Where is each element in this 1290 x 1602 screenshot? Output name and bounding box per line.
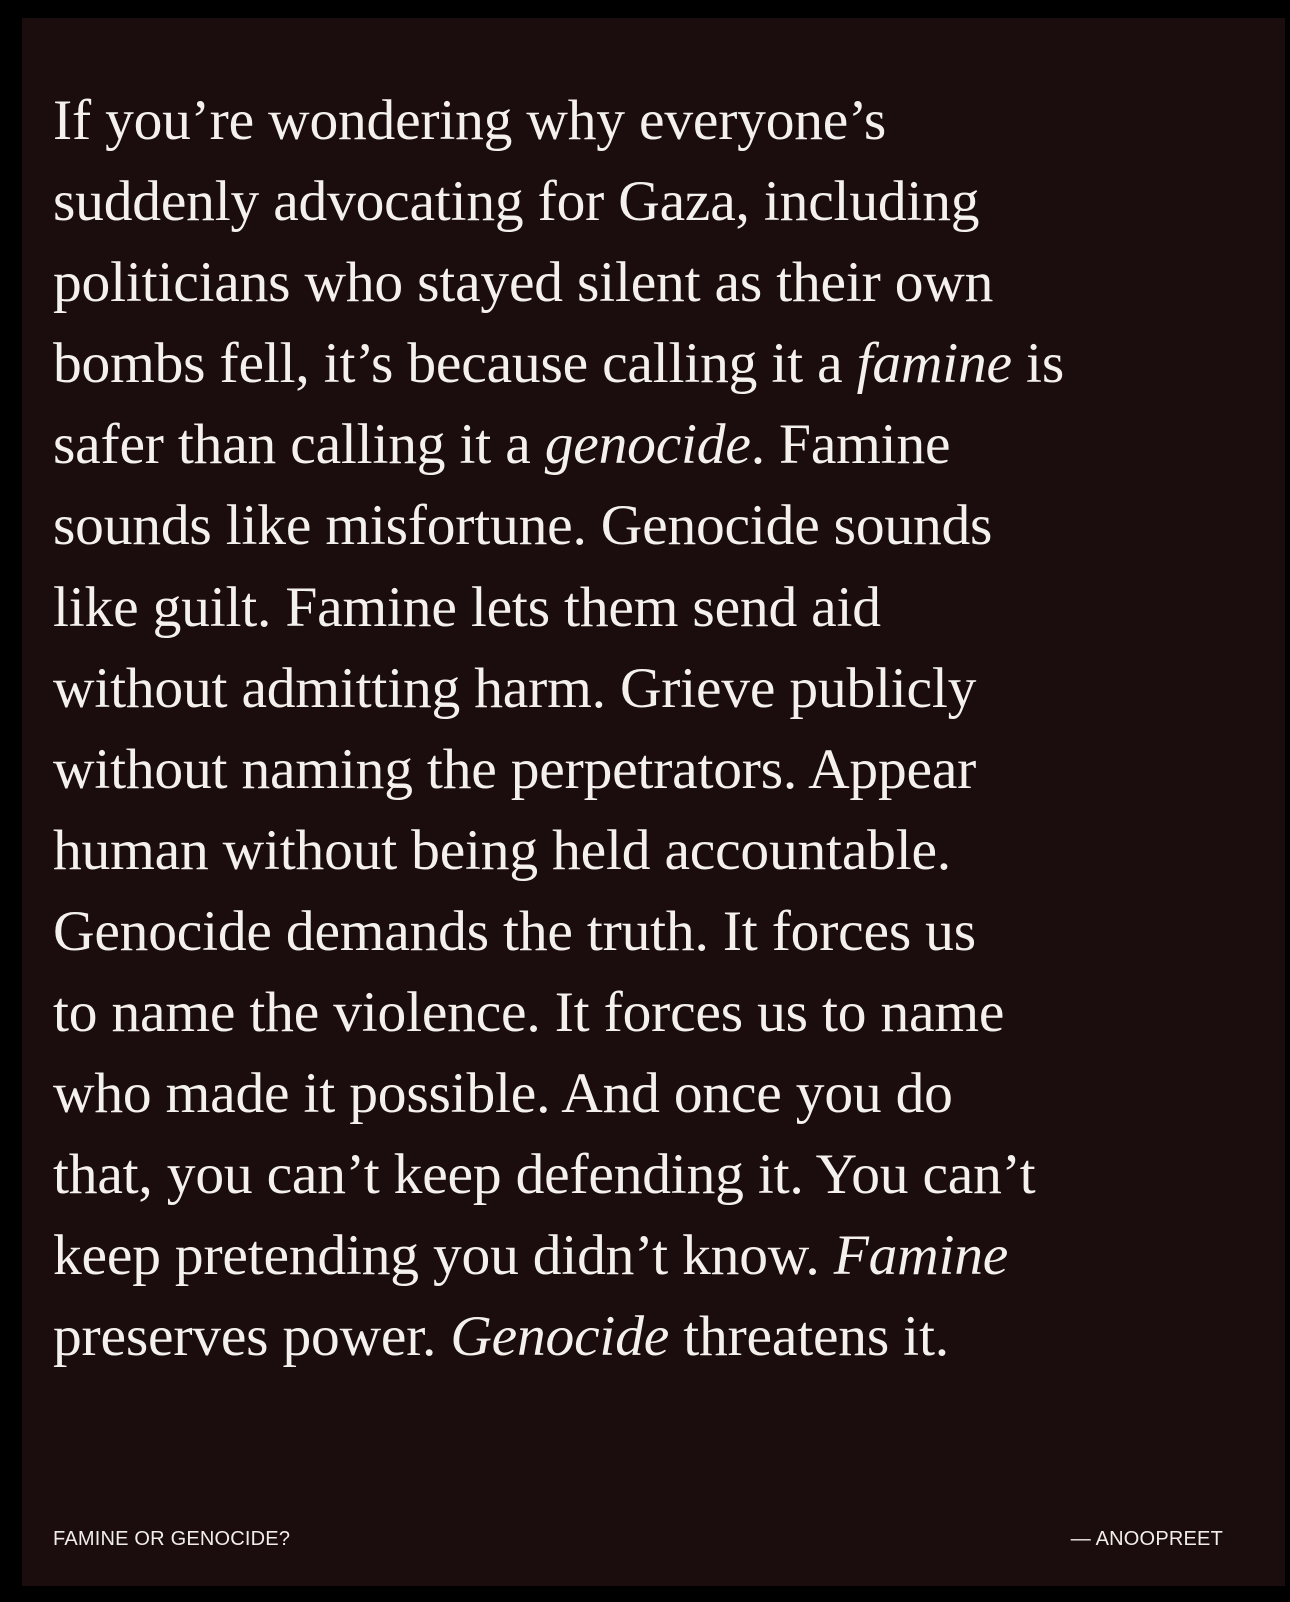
quote-line <box>53 729 1263 810</box>
quote-segment: like guilt. Famine lets them send aid <box>53 575 881 639</box>
quote-segment: politicians who stayed silent as their own <box>53 251 994 315</box>
quote-emphasis: famine <box>856 332 1012 396</box>
quote-segment: Genocide demands the truth. It forces us <box>53 899 976 963</box>
quote-segment: sounds like misfortune. Genocide sounds <box>53 494 993 558</box>
quote-line <box>53 567 1263 648</box>
quote-segment: that, you can’t keep defending it. You can’t <box>53 1143 1036 1207</box>
quote-line <box>53 891 1263 972</box>
quote-segment: is <box>1011 332 1065 396</box>
quote-line <box>53 1053 1263 1134</box>
quote-line <box>53 485 1263 566</box>
quote-segment: threatens it. <box>669 1305 949 1369</box>
quote-segment: who made it possible. And once you do <box>53 1062 953 1126</box>
quote-segment: preserves power. <box>53 1305 451 1369</box>
quote-segment: safer than calling it a <box>53 413 545 477</box>
quote-line <box>53 810 1263 891</box>
quote-segment: . Famine <box>750 413 951 477</box>
quote-segment: If you’re wondering why everyone’s <box>53 89 887 152</box>
quote-segment: without admitting harm. Grieve publicly <box>53 656 977 720</box>
quote-segment: human without being held accountable. <box>53 818 951 882</box>
quote-line <box>53 972 1263 1053</box>
quote-segment: to name the violence. It forces us to name <box>53 981 1005 1045</box>
quote-segment: keep pretending you didn’t know. <box>53 1224 834 1288</box>
footer-title: FAMINE OR GENOCIDE? <box>53 1528 291 1550</box>
quote-line <box>53 1215 1263 1296</box>
quote-segment: bombs fell, it’s because calling it a <box>53 332 857 396</box>
quote-emphasis: Famine <box>833 1224 1009 1288</box>
quote-line <box>53 242 1263 323</box>
quote-line <box>53 648 1263 729</box>
quote-text <box>53 80 1263 1378</box>
quote-line <box>53 80 1263 161</box>
quote-card <box>22 18 1285 1586</box>
quote-line <box>53 161 1263 242</box>
quote-line <box>53 1296 1263 1377</box>
footer-author: — ANOOPREET <box>1070 1528 1223 1550</box>
quote-line <box>53 404 1263 485</box>
quote-segment: suddenly advocating for Gaza, including <box>53 170 980 234</box>
quote-line <box>53 323 1263 404</box>
quote-segment: without naming the perpetrators. Appear <box>53 737 977 801</box>
quote-emphasis: genocide <box>544 413 751 477</box>
quote-emphasis: Genocide <box>450 1305 670 1369</box>
quote-line <box>53 1134 1263 1215</box>
